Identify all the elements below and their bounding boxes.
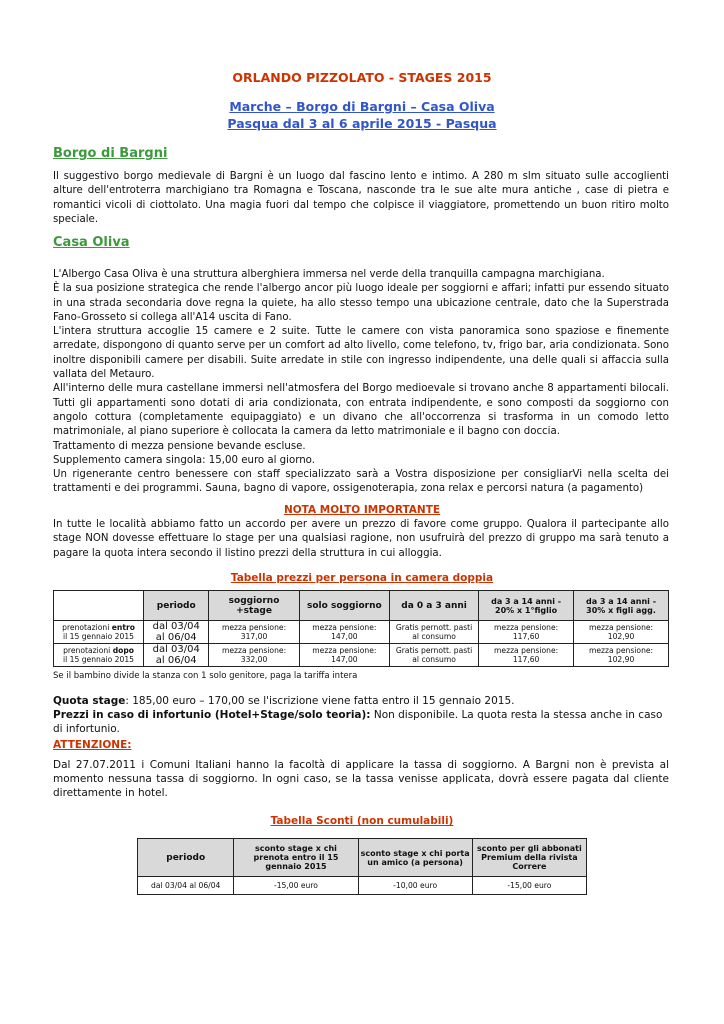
cell-soggiorno-stage: mezza pensione: 317,00 [209,621,299,644]
sconti-cell-periodo: dal 03/04 al 06/04 [138,877,234,895]
section-heading-casa: Casa Oliva [53,235,130,250]
casa-p2: È la sua posizione strategica che rende l'albergo ancor più luogo ideale per soggiorni e affari; infatti pur essendo situato in una strada secondaria dove regna la quiete, ha allo stesso tempo una ubicazione centrale, dato che la Superstrada Fano-Grosseto si collega all'A14 uscita di Fano. [53,283,669,323]
quota-text: : 185,00 euro – 170,00 se l'iscrizione viene fatta entro il 15 gennaio 2015. [125,695,515,707]
infortunio-line [53,708,669,736]
attenzione-paragraph [53,758,669,800]
attenzione-text: Dal 27.07.2011 i Comuni Italiani hanno la facoltà di applicare la tassa di soggiorno. A Bargni non è prevista al momento nessuna tassa di soggiorno. In ogni caso, se la tassa venisse applicata, dovrà essere pagata dal cliente direttamente in hotel. [53,759,669,799]
sconti-table-caption: Tabella Sconti (non cumulabili) [270,815,454,827]
attenzione-heading: ATTENZIONE: [53,739,132,751]
row-period [144,644,209,667]
casa-p1: L'Albergo Casa Oliva è una struttura alberghiera immersa nel verde della tranquilla campagna marchigiana. [53,269,605,280]
infortunio-text: Non disponibile. La quota resta la stessa anche in caso di infortunio. [53,709,663,735]
infortunio-label: Prezzi in caso di infortunio (Hotel+Stage/solo teoria): [53,709,371,721]
casa-paragraph [53,268,669,497]
sconti-cell-amico: -10,00 euro [358,877,472,895]
prices-table [53,590,669,667]
quota-label: Quota stage [53,695,126,707]
header-empty [54,591,144,621]
document-subtitle [0,98,724,132]
document-title: ORLANDO PIZZOLATO - STAGES 2015 [232,70,492,85]
cell-3-14-aggiuntivi: mezza pensione: 102,90 [574,621,669,644]
cell-3-14-primo: mezza pensione: 117,60 [479,621,574,644]
cell-3-14-primo: mezza pensione: 117,60 [479,644,574,667]
nota-text: In tutte le località abbiamo fatto un accordo per avere un prezzo di favore come gruppo. Qualora il partecipante allo stage NON dovesse effettuare lo stage per una qualsiasi ragione, non usufruirà del prezzo di gruppo ma sarà tenuto a pagare la quota intera secondo il listino prezzi della struttura in cui alloggia. [53,519,669,559]
row-period-a: dal 03/04 [152,644,200,655]
prices-table-caption: Tabella prezzi per persona in camera doppia [230,572,494,584]
row-period-b: al 06/04 [155,632,197,643]
subtitle-location: Marche – Borgo di Bargni – Casa Oliva [229,99,495,114]
row-label-c: il 15 gennaio 2015 [63,632,135,641]
sconti-cell-entro: -15,00 euro [234,877,358,895]
casa-p6: Supplemento camera singola: 15,00 euro al giorno. [53,454,315,466]
borgo-text: Il suggestivo borgo medievale di Bargni è un luogo dal fascino lento e intimo. A 280 m slm situato sulle accoglienti alture dell'entroterra marchigiano tra Romagna e Toscana, nasconde tra le sue alte mura antiche , case di pietra e romantici vicoli di ciottolato. Una magia fuori dal tempo che colpisce il viaggiatore, promettendo un buon ritiro molto speciale. [53,171,669,225]
table-row [54,621,669,644]
row-label [54,644,144,667]
child-note: Se il bambino divide la stanza con 1 solo genitore, paga la tariffa intera [53,671,358,681]
sconti-header-periodo: periodo [138,839,234,877]
row-label [54,621,144,644]
cell-0-3-anni: Gratis pernott. pasti al consumo [390,644,479,667]
table-row [138,877,587,895]
casa-p5: Trattamento di mezza pensione bevande escluse. [53,440,306,452]
row-label-c: il 15 gennaio 2015 [63,655,135,664]
casa-p3: L'intera struttura accoglie 15 camere e 2 suite. Tutte le camere con vista panoramica sono spaziose e finemente arredate, dispongono di quanto serve per un comfort ad alto livello, come telefono, tv, frigo bar, aria condizionata. Sono inoltre disponibili camere per disabili. Suite arredate in stile con ingresso indipendente, una delle quali si affaccia sulla vallata del Metauro. [53,326,669,381]
header-3-14-aggiuntivi: da 3 a 14 anni - 30% x figli agg. [574,591,669,621]
row-label-b: dopo [112,646,134,655]
header-soggiorno-stage: soggiorno +stage [209,591,299,621]
nota-paragraph [53,518,669,561]
subtitle-dates: Pasqua dal 3 al 6 aprile 2015 - Pasqua [227,116,497,131]
cell-0-3-anni: Gratis pernott. pasti al consumo [390,621,479,644]
row-period [144,621,209,644]
casa-p4: All'interno delle mura castellane immersi nell'atmosfera del Borgo medioevale si trovano anche 8 appartamenti bilocali. Tutti gli appartamenti sono dotati di aria condizionata, con entrata indipendente, e sono composti da soggiorno con angolo cottura (completamente equipaggiato) e un divano che all'occorrenza si trasforma in un comodo letto matrimoniale, al piano superiore è collocata la camera da letto matrimoniale e il bagno con doccia. [53,383,669,438]
row-label-b: entro [111,623,135,632]
cell-solo-soggiorno: mezza pensione: 147,00 [299,621,389,644]
casa-p7: Un rigenerante centro benessere con staff specializzato sarà a Vostra disposizione per consigliarVi nella scelta dei trattamenti e dei programmi. Sauna, bagno di vapore, ossigenoterapia, zona relax e percorsi natura (a pagamento) [53,469,669,495]
table-row [54,644,669,667]
prices-header-row [54,591,669,621]
quota-stage-line [53,694,669,708]
header-3-14-primo: da 3 a 14 anni - 20% x 1°figlio [479,591,574,621]
sconti-cell-premium: -15,00 euro [472,877,586,895]
header-periodo: periodo [144,591,209,621]
sconti-header-amico: sconto stage x chi porta un amico (a persona) [358,839,472,877]
header-0-3-anni: da 0 a 3 anni [390,591,479,621]
cell-soggiorno-stage: mezza pensione: 332,00 [209,644,299,667]
sconti-header-premium: sconto per gli abbonati Premium della rivista Correre [472,839,586,877]
header-solo-soggiorno: solo soggiorno [299,591,389,621]
borgo-paragraph [53,170,669,227]
sconti-header-entro: sconto stage x chi prenota entro il 15 gennaio 2015 [234,839,358,877]
row-label-a: prenotazioni [62,623,112,632]
cell-solo-soggiorno: mezza pensione: 147,00 [299,644,389,667]
section-heading-borgo: Borgo di Bargni [53,146,168,161]
cell-3-14-aggiuntivi: mezza pensione: 102,90 [574,644,669,667]
row-period-b: al 06/04 [155,655,197,666]
row-label-a: prenotazioni [63,646,113,655]
sconti-table [137,838,587,895]
sconti-header-row [138,839,587,877]
nota-heading: NOTA MOLTO IMPORTANTE [283,504,441,516]
row-period-a: dal 03/04 [152,621,200,632]
